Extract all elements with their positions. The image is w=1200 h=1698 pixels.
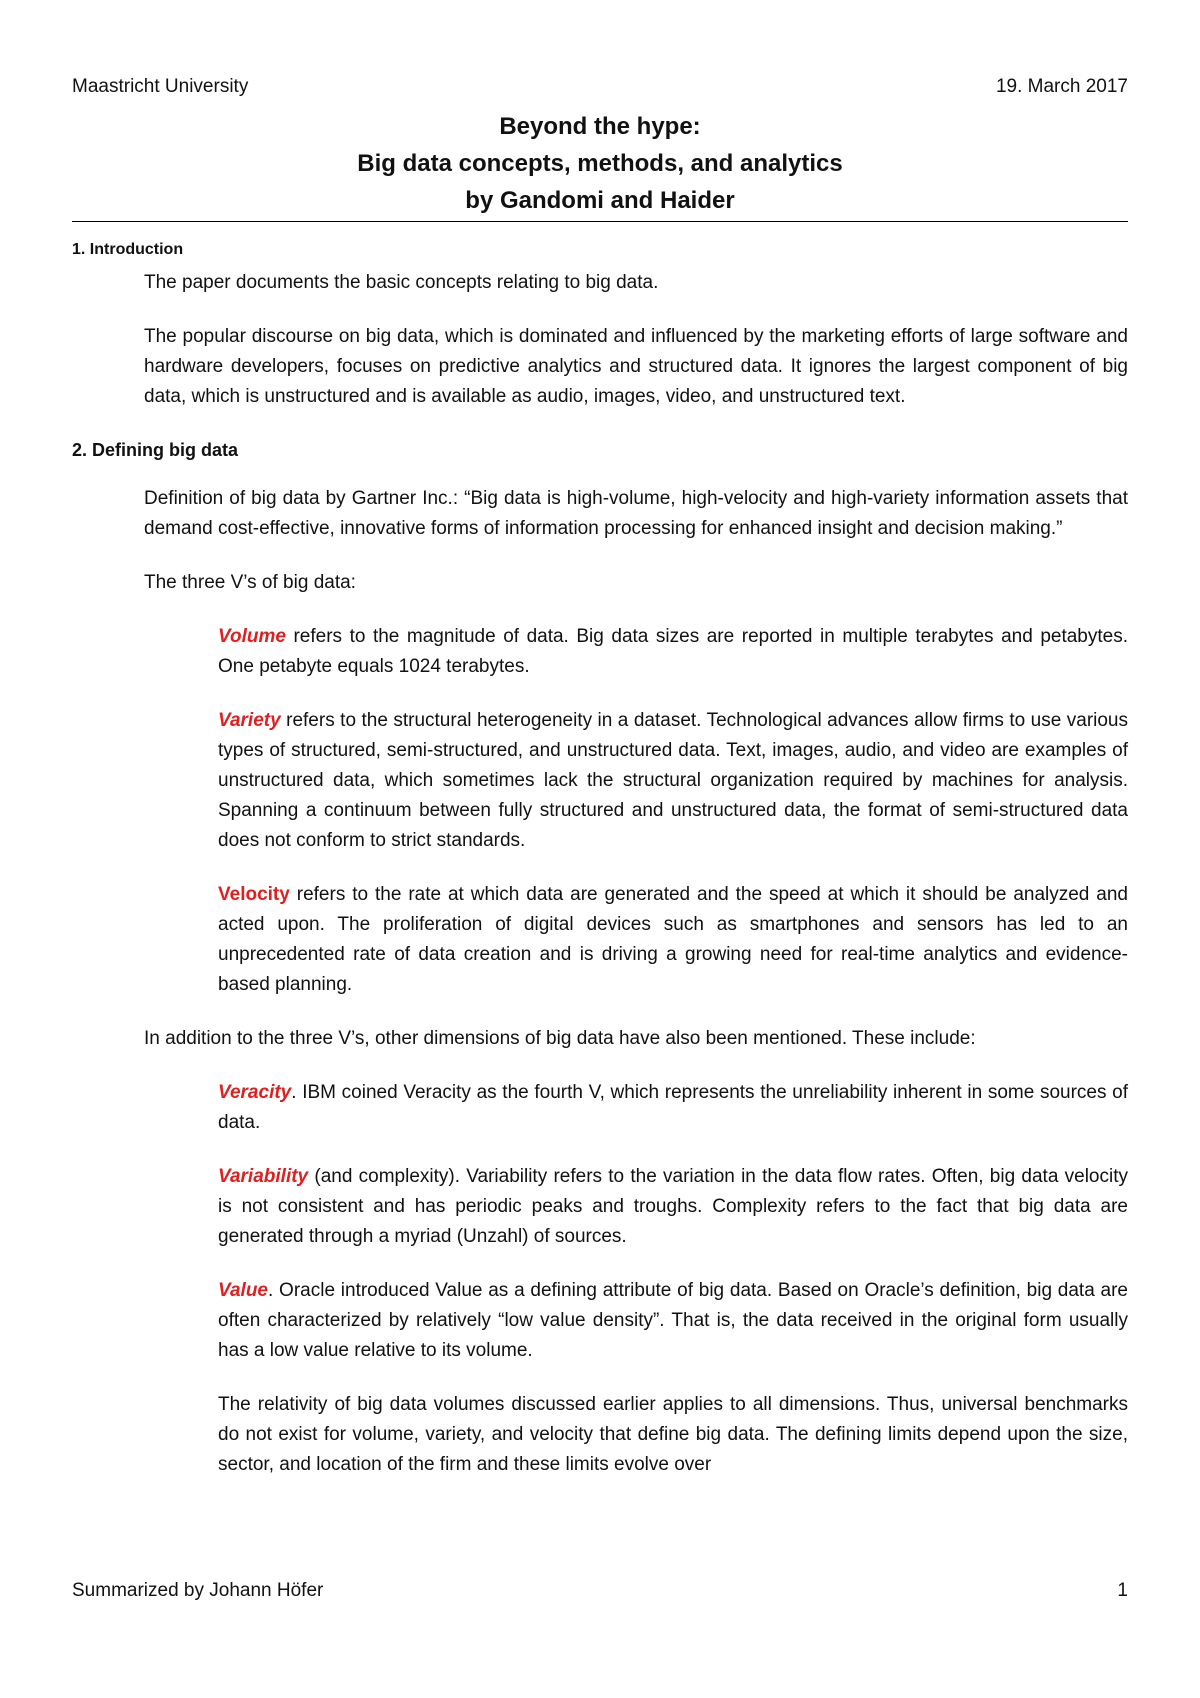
title-line-1: Beyond the hype: bbox=[499, 113, 701, 140]
document-date: 19. March 2017 bbox=[995, 76, 1128, 97]
intro-paragraph-1: The paper documents the basic concepts relating to big data. bbox=[144, 272, 659, 293]
variety-term: Variety bbox=[218, 710, 281, 731]
document-body bbox=[72, 238, 1128, 1504]
gartner-definition-paragraph: Definition of big data by Gartner Inc.: “Big data is high-volume, high-velocity and high-variety information assets that demand cost-effective, innovative forms of information processing for enhanced insight and decision making.” bbox=[144, 488, 1128, 539]
volume-paragraph bbox=[218, 622, 1128, 682]
intro-paragraph-2: The popular discourse on big data, which is dominated and influenced by the marketing efforts of large software and hardware developers, focuses on predictive analytics and structured data. It ignores the largest component of big data, which is unstructured and is available as audio, images, video, and unstructured text. bbox=[144, 326, 1128, 407]
veracity-term: Veracity bbox=[218, 1082, 292, 1103]
section-heading-introduction: 1. Introduction bbox=[72, 241, 184, 258]
veracity-text: . IBM coined Veracity as the fourth V, which represents the unreliability inherent in some sources of data. bbox=[218, 1082, 1128, 1133]
velocity-term: Velocity bbox=[218, 884, 290, 905]
value-text: . Oracle introduced Value as a defining attribute of big data. Based on Oracle’s definition, big data are often characterized by relatively “low value density”. That is, the data received in the original form usually has a low value relative to its volume. bbox=[218, 1280, 1128, 1361]
relativity-paragraph: The relativity of big data volumes discussed earlier applies to all dimensions. Thus, universal benchmarks do not exist for volume, variety, and velocity that define big data. The defining limits depend upon the size, sector, and location of the firm and these limits evolve over bbox=[218, 1394, 1128, 1475]
page-footer bbox=[72, 1580, 1128, 1610]
variability-paragraph bbox=[218, 1162, 1128, 1252]
variety-text: refers to the structural heterogeneity in a dataset. Technological advances allow firms to use various types of structured, semi-structured, and unstructured data. Text, images, audio, and video are examples of unstructured data, which sometimes lack the structural organization required by machines for analysis. Spanning a continuum between fully structured and unstructured data, the format of semi-structured data does not conform to strict standards. bbox=[218, 710, 1128, 851]
volume-term: Volume bbox=[218, 626, 286, 647]
veracity-paragraph bbox=[218, 1078, 1128, 1138]
volume-text: refers to the magnitude of data. Big data sizes are reported in multiple terabytes and petabytes. One petabyte equals 1024 terabytes. bbox=[218, 626, 1128, 677]
title-divider bbox=[72, 221, 1128, 222]
variety-paragraph bbox=[218, 706, 1128, 856]
section-heading-defining-big-data: 2. Defining big data bbox=[72, 440, 239, 460]
velocity-text: refers to the rate at which data are generated and the speed at which it should be analyzed and acted upon. The proliferation of digital devices such as smartphones and sensors has led to an unprecedented rate of data creation and is driving a growing need for real-time analytics and evidence-based planning. bbox=[218, 884, 1128, 995]
value-paragraph bbox=[218, 1276, 1128, 1366]
document-title bbox=[72, 108, 1128, 219]
author-credit: Summarized by Johann Höfer bbox=[72, 1580, 324, 1601]
variability-text: (and complexity). Variability refers to the variation in the data flow rates. Often, big data velocity is not consistent and has periodic peaks and troughs. Complexity refers to the fact that big data are generated through a myriad (Unzahl) of sources. bbox=[218, 1166, 1128, 1247]
three-vs-intro: The three V’s of big data: bbox=[144, 572, 356, 593]
page-number: 1 bbox=[1117, 1580, 1128, 1601]
other-dimensions-intro: In addition to the three V’s, other dimensions of big data have also been mentioned. These include: bbox=[144, 1028, 976, 1049]
title-line-2: Big data concepts, methods, and analytics bbox=[357, 150, 843, 177]
title-line-3: by Gandomi and Haider bbox=[465, 187, 735, 214]
variability-term: Variability bbox=[218, 1166, 309, 1187]
university-name: Maastricht University bbox=[72, 76, 249, 97]
value-term: Value bbox=[218, 1280, 268, 1301]
page-header bbox=[72, 76, 1128, 106]
velocity-paragraph bbox=[218, 880, 1128, 1000]
